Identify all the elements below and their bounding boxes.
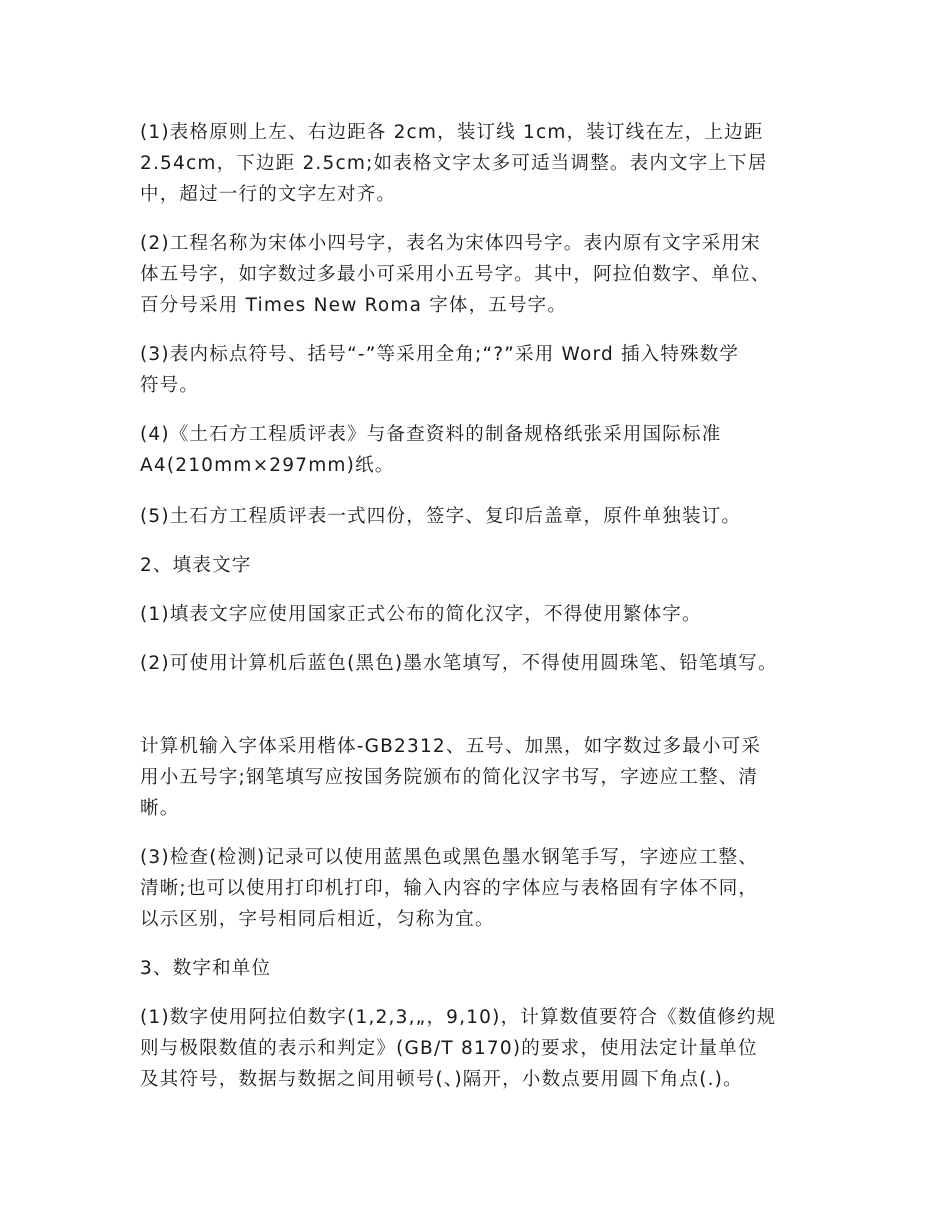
paragraph-margins (140, 117, 820, 210)
text-line: (3)表内标点符号、括号“-”等采用全角;“?”采用 Word 插入特殊数学 (140, 344, 740, 365)
text-line: (2)可使用计算机后蓝色(黑色)墨水笔填写，不得使用圆珠笔、铅笔填写。 (140, 653, 778, 674)
text-line: A4(210mm×297mm)纸。 (140, 455, 395, 476)
paragraph-arabic-numerals (140, 1002, 820, 1095)
text-line: 及其符号，数据与数据之间用顿号(、)隔开，小数点要用圆下角点(.)。 (140, 1069, 743, 1090)
paragraph-punctuation (140, 339, 820, 401)
paragraph-inspection-records (140, 842, 820, 935)
text-line: (1)表格原则上左、右边距各 2cm，装订线 1cm，装订线在左，上边距 (140, 122, 764, 143)
paragraph-fonts (140, 228, 820, 321)
paragraph-computer-input (140, 731, 820, 824)
text-line: 晰。 (140, 798, 180, 819)
text-line: (2)工程名称为宋体小四号字，表名为宋体四号字。表内原有文字采用宋 (140, 233, 761, 254)
text-line: 中，超过一行的文字左对齐。 (140, 184, 397, 205)
text-line: 2.54cm，下边距 2.5cm;如表格文字太多可适当调整。表内文字上下居 (140, 153, 768, 174)
text-line: 体五号字，如字数过多最小可采用小五号字。其中，阿拉伯数字、单位、 (140, 264, 771, 285)
paragraph-copies (140, 501, 820, 532)
text-line: 百分号采用 Times New Roma 字体，五号字。 (140, 295, 568, 316)
paragraph-paper-size (140, 419, 820, 481)
text-line: 则与极限数值的表示和判定》(GB/T 8170)的要求，使用法定计量单位 (140, 1038, 758, 1059)
text-line: (4)《土石方工程质评表》与备查资料的制备规格纸张采用国际标准 (140, 424, 722, 445)
text-line: 计算机输入字体采用楷体-GB2312、五号、加黑，如字数过多最小可采 (140, 736, 762, 757)
text-line: (5)土石方工程质评表一式四份，签字、复印后盖章，原件单独装订。 (140, 506, 742, 527)
text-line: 用小五号字;钢笔填写应按国务院颁布的简化汉字书写，字迹应工整、清 (140, 767, 759, 788)
section-heading-fill-text (140, 550, 820, 581)
text-line: 清晰;也可以使用打印机打印，输入内容的字体应与表格固有字体不同， (140, 878, 759, 899)
text-line: (1)填表文字应使用国家正式公布的简化汉字，不得使用繁体字。 (140, 604, 702, 625)
text-line: 符号。 (140, 375, 200, 396)
paragraph-simplified-chars (140, 599, 820, 630)
text-line: (1)数字使用阿拉伯数字(1,2,3,„，9,10)，计算数值要符合《数值修约规 (140, 1007, 777, 1028)
text-line: 以示区别，字号相同后相近，匀称为宜。 (140, 909, 495, 930)
text-line: (3)检查(检测)记录可以使用蓝黑色或黑色墨水钢笔手写，字迹应工整、 (140, 847, 758, 868)
section-heading-numbers (140, 953, 820, 984)
section-heading: 3、数字和单位 (140, 958, 272, 979)
paragraph-ink (140, 648, 820, 679)
section-heading: 2、填表文字 (140, 555, 252, 576)
